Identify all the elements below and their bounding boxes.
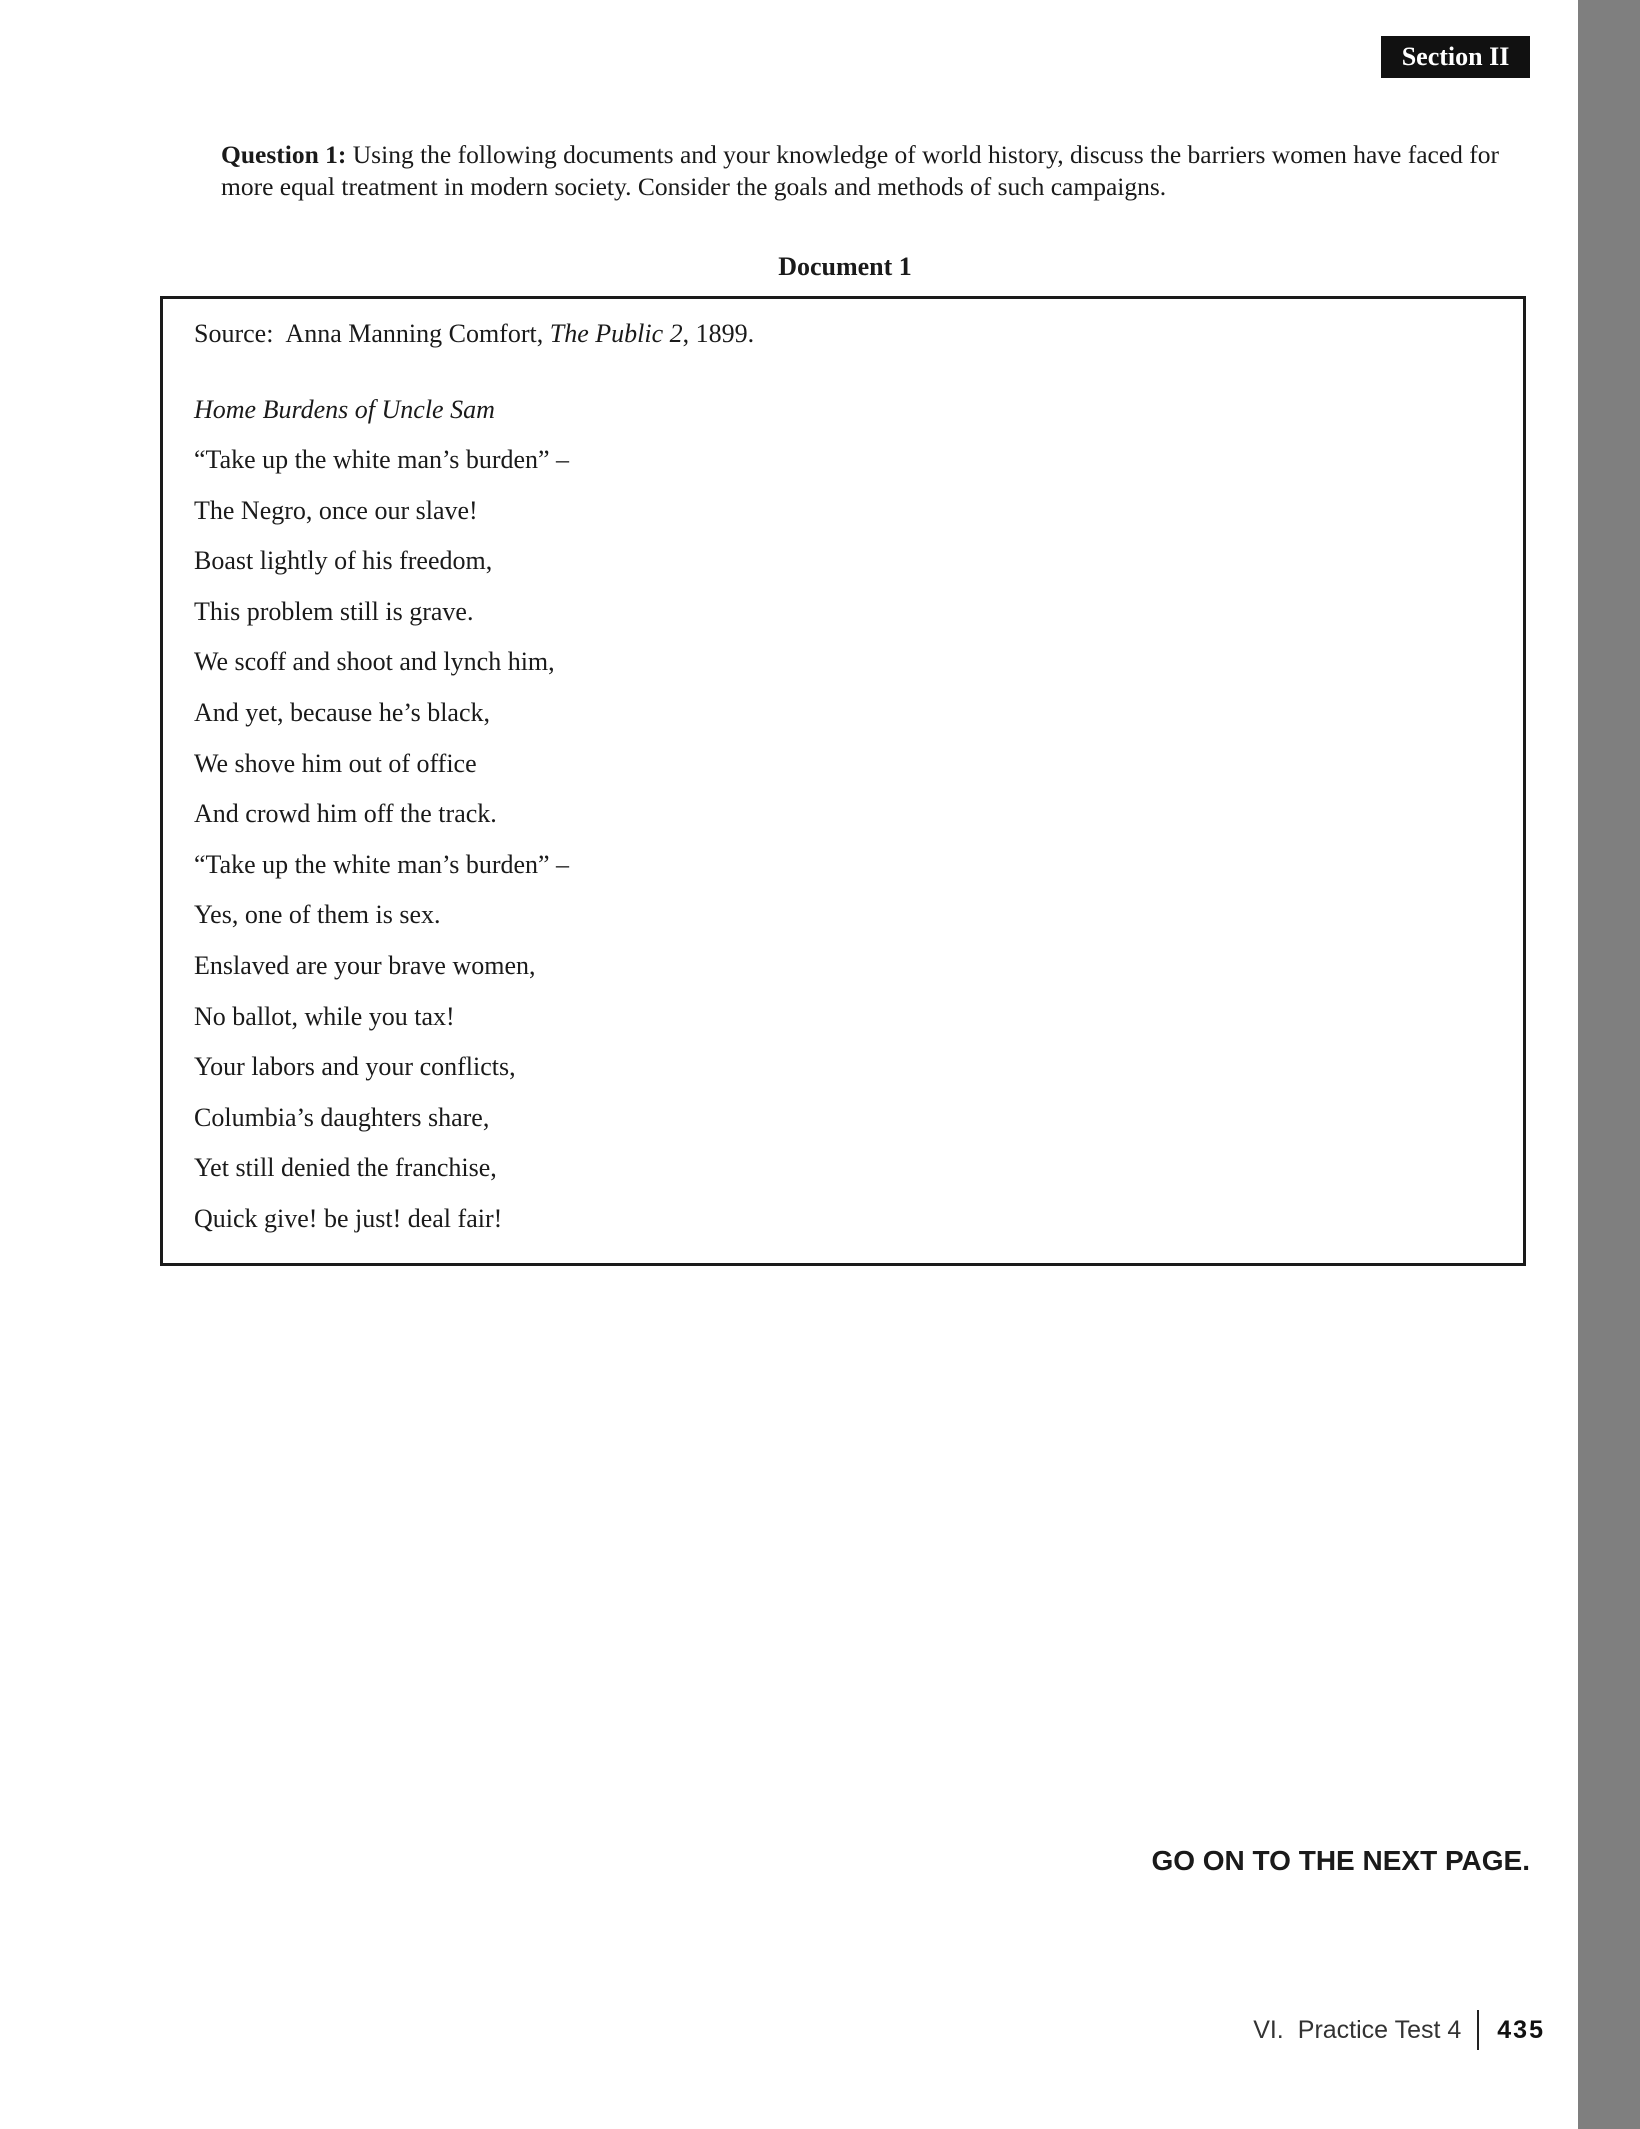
poem-line: The Negro, once our slave! [194,495,478,525]
source-label: Source: [194,319,274,348]
footer-chapter-title: Practice Test 4 [1297,2015,1462,2044]
source-year: , 1899. [682,319,755,348]
section-tab: Section II [1381,36,1530,78]
poem-line: Columbia’s daughters share, [194,1102,490,1132]
poem-line: “Take up the white man’s burden” – [194,445,570,474]
question-prompt [221,139,1521,203]
poem-line: And crowd him off the track. [194,799,497,829]
page-footer [1253,2010,1545,2050]
poem-line: We shove him out of office [194,748,477,778]
poem-line: Your labors and your conflicts, [194,1052,516,1082]
question-label: Question 1: [221,140,347,169]
poem-line: Yet still denied the franchise, [194,1153,497,1183]
poem-line: And yet, because he’s black, [194,697,491,727]
footer-chapter-number: VI. [1253,2015,1284,2044]
poem-line: Yes, one of them is sex. [194,900,441,930]
document-source [194,318,754,350]
page-edge-bar [1578,0,1640,2129]
document-box [160,296,1526,1266]
footer-divider [1477,2010,1479,2050]
poem-line: We scoff and shoot and lynch him, [194,647,555,677]
go-on-instruction: GO ON TO THE NEXT PAGE. [1151,1845,1530,1876]
poem-line: No ballot, while you tax! [194,1001,455,1031]
source-author: Anna Manning Comfort, [285,319,544,348]
source-publication: The Public 2 [549,319,683,348]
page-number: 435 [1497,2015,1545,2044]
poem-line: “Take up the white man’s burden” – [194,849,570,879]
poem-line: Boast lightly of his freedom, [194,546,493,576]
poem-lines [194,444,569,1254]
poem-line: Enslaved are your brave women, [194,950,536,980]
poem-line: This problem still is grave. [194,596,474,626]
poem-line: Quick give! be just! deal fair! [194,1203,503,1233]
poem-title: Home Burdens of Uncle Sam [194,395,495,424]
question-text: Using the following documents and your knowledge of world history, discuss the barriers women have faced for more equal treatment in modern society. Consider the goals and methods of such campaigns. [221,140,1500,201]
document-heading: Document 1 [778,252,912,281]
